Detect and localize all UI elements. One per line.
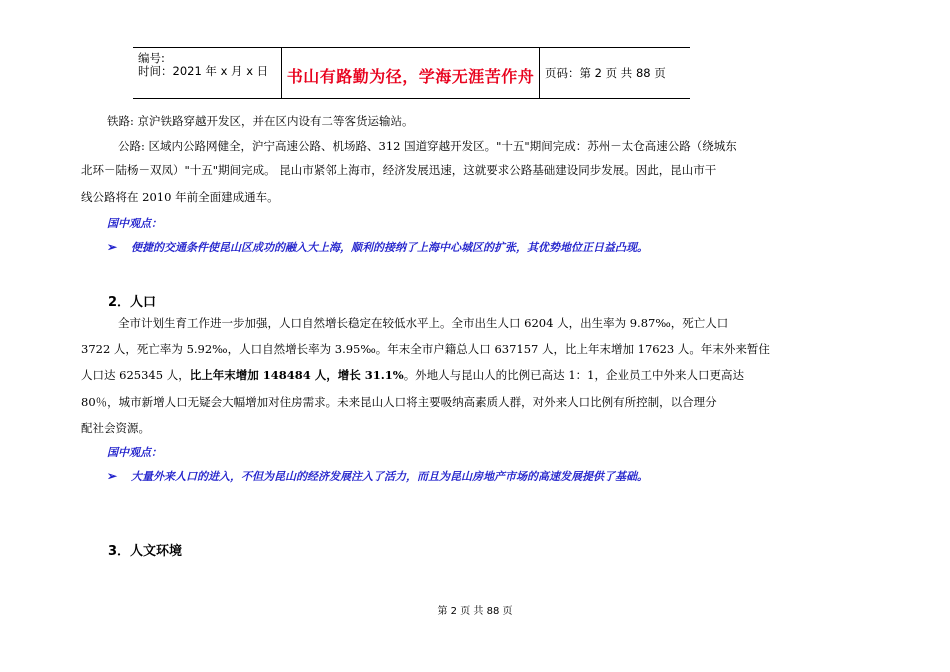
population-paragraph-line: 配社会资源。 xyxy=(81,421,150,435)
header-info-cell xyxy=(133,48,281,98)
header-page-cell xyxy=(539,48,690,98)
rail-paragraph: 铁路: 京沪铁路穿越开发区，并在区内设有二等客货运输站。 xyxy=(107,114,414,128)
viewpoint-title: 国中观点： xyxy=(107,446,162,459)
page-footer: 第 2 页 共 88 页 xyxy=(437,606,513,617)
road-paragraph-line: 公路: 区域内公路网健全，沪宁高速公路、机场路、312 国道穿越开发区。"十五"期间完成：苏州－太仓高速公路（绕城东 xyxy=(118,139,737,153)
header-motto: 书山有路勤为径，学海无涯苦作舟 xyxy=(286,67,535,86)
population-text: 。外地人与昆山人的比例已高达 1：1，企业员工中外来人口更高达 xyxy=(403,368,744,382)
section-heading-culture: 3．人文环境 xyxy=(108,544,183,559)
population-paragraph-line: 80％，城市新增人口无疑会大幅增加对住房需求。未来昆山人口将主要吸纳高素质人群，对外来人口比例有所控制，以合理分 xyxy=(81,395,717,409)
document-number: 编号: xyxy=(138,51,165,65)
document-date: 时间：2021 年 x 月 x 日 xyxy=(138,64,269,78)
arrow-bullet-icon: ➢ xyxy=(107,240,118,254)
header-table xyxy=(133,47,690,99)
population-highlight: 比上年末增加 148484 人，增长 31.1% xyxy=(189,368,404,382)
road-paragraph-line: 北环－陆杨－双凤）"十五"期间完成。 昆山市紧邻上海市，经济发展迅速，这就要求公路基础建设同步发展。因此，昆山市干 xyxy=(81,163,717,177)
viewpoint-text: 便捷的交通条件使昆山区成功的融入大上海，顺利的接纳了上海中心城区的扩张，其优势地位正日益凸现。 xyxy=(131,241,648,254)
population-text: 人口达 625345 人， xyxy=(81,368,190,382)
population-paragraph-line: 全市计划生育工作进一步加强，人口自然增长稳定在较低水平上。全市出生人口 6204 人，出生率为 9.87‰，死亡人口 xyxy=(118,316,729,330)
road-paragraph-line: 线公路将在 2010 年前全面建成通车。 xyxy=(81,190,279,204)
header-motto-cell xyxy=(281,48,540,98)
section-heading-population: 2．人口 xyxy=(108,295,157,310)
population-paragraph-line: 3722 人，死亡率为 5.92‰，人口自然增长率为 3.95‰。年末全市户籍总人口 637157 人，比上年末增加 17623 人。年末外来暂住 xyxy=(81,342,770,356)
viewpoint-title: 国中观点： xyxy=(107,217,162,230)
arrow-bullet-icon: ➢ xyxy=(107,469,118,483)
header-page-number: 页码：第 2 页 共 88 页 xyxy=(545,66,666,80)
population-paragraph-line xyxy=(81,368,744,382)
viewpoint-text: 大量外来人口的进入，不但为昆山的经济发展注入了活力，而且为昆山房地产市场的高速发展提供了基础。 xyxy=(131,470,648,483)
